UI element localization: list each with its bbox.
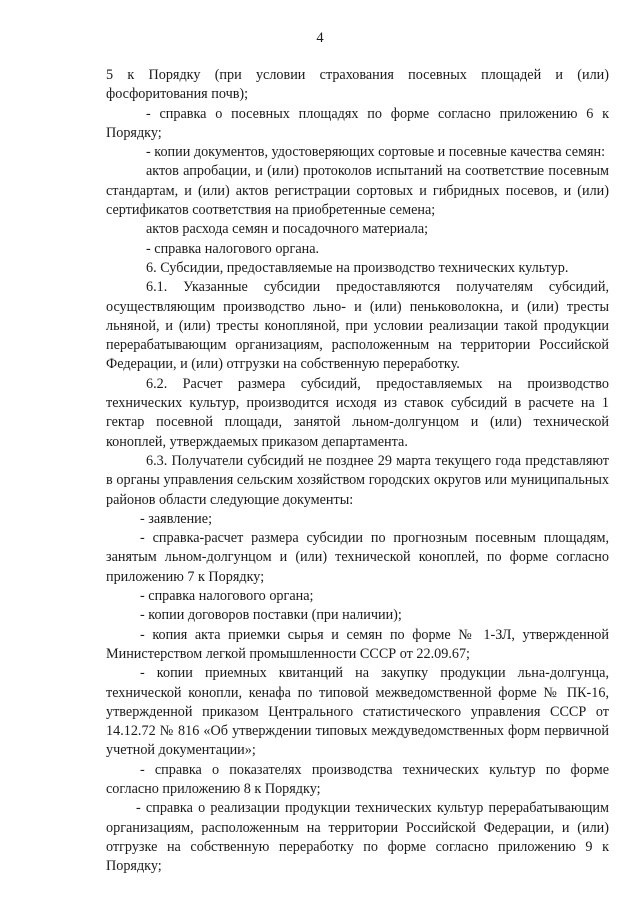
paragraph: актов апробации, и (или) протоколов испытаний на соответствие посевным стандартам, и (или) актов регистрации сортовых и гибридных посевов, и (или) сертификатов соответствия на приобретенные семена; [106, 163, 609, 219]
paragraph: - копии договоров поставки (при наличии); [140, 607, 402, 624]
paragraph: актов расхода семян и посадочного материала; [146, 221, 429, 238]
paragraph: - справка-расчет размера субсидии по прогнозным посевным площадям, занятым льном-долгунцом и (или) технической коноплей, по форме согласно приложению 7 к Порядку; [106, 530, 609, 585]
paragraph: - справка о показателях производства технических культур по форме согласно приложению 8 к Порядку; [106, 761, 609, 797]
paragraph: - копия акта приемки сырья и семян по форме № 1-ЗЛ, утвержденной Министерством легкой промышленности СССР от 22.09.67; [106, 626, 609, 662]
paragraph: - справка налогового органа; [140, 588, 314, 605]
paragraph: - заявление; [140, 510, 213, 527]
paragraph: 6.3. Получатели субсидий не позднее 29 марта текущего года представляют в органы управления сельским хозяйством городских округов или муниципальных районов области следующие документы: [106, 452, 609, 508]
paragraph: 6. Субсидии, предоставляемые на производство технических культур. [146, 259, 569, 276]
paragraph: 6.2. Расчет размера субсидий, предоставляемых на производство технических культур, производится исходя из ставок субсидий в расчете на 1 гектар посевной площади, занятой льном-долгунцом и (или) технической коноплей, утверждаемых приказом департамента. [106, 375, 609, 450]
paragraph: - справка о реализации продукции технических культур перерабатывающим организациям, расположенным на территории Российской Федерации, и (или) отгрузке на собственную переработку по форме согласно приложению 9 к Порядку; [106, 800, 609, 875]
paragraph: - справка налогового органа. [146, 240, 320, 257]
paragraph: - справка о посевных площадях по форме согласно приложению 6 к Порядку; [106, 105, 609, 141]
page-number: 4 [316, 30, 324, 46]
paragraph: - копии приемных квитанций на закупку продукции льна-долгунца, технической конопли, кенафа по типовой межведомственной форме № ПК-16, утвержденной приказом Центрального статистического управления СССР от 14.12.72 № 816 «Об утверждении типовых междуведомственных форм первичной учетной документации»; [106, 665, 609, 759]
paragraph: 5 к Порядку (при условии страхования посевных площадей и (или) фосфоритования почв); [106, 67, 609, 103]
paragraph: 6.1. Указанные субсидии предоставляются получателям субсидий, осуществляющим производство льно- и (или) пеньковолокна, и (или) тресты льняной, и (или) тресты конопляной, при условии реализации такой продукции перерабатывающим организациям, расположенным на территории Российской Федерации, и (или) отгрузки на собственную переработку. [106, 279, 609, 373]
paragraph: - копии документов, удостоверяющих сортовые и посевные качества семян: [146, 144, 606, 161]
document-body [106, 66, 609, 876]
